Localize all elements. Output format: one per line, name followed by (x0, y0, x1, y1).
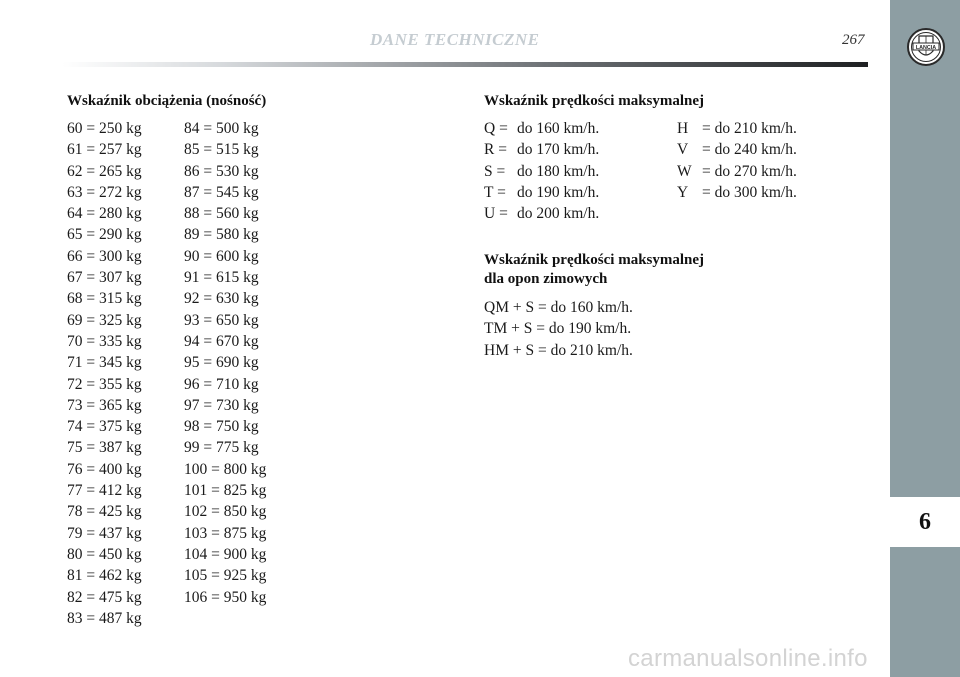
winter-heading-line-2: dla opon zimowych (484, 271, 608, 287)
load-index-row: 98 = 750 kg (184, 418, 259, 436)
speed-index-row (484, 161, 664, 182)
load-index-row: 67 = 307 kg (67, 269, 142, 287)
load-index-row: 63 = 272 kg (67, 183, 142, 201)
watermark: carmanualsonline.info (628, 645, 868, 672)
load-index-row: 79 = 437 kg (67, 524, 142, 542)
load-index-row: 75 = 387 kg (67, 439, 142, 457)
load-index-column-1 (67, 118, 142, 629)
lancia-shield-icon (906, 27, 946, 67)
load-index-row: 91 = 615 kg (184, 269, 259, 287)
load-index-row: 77 = 412 kg (67, 482, 142, 500)
speed-code: U = (484, 205, 508, 223)
load-index-row: 96 = 710 kg (184, 375, 259, 393)
speed-index-right-list (677, 118, 827, 203)
load-index-row: 86 = 530 kg (184, 162, 259, 180)
chapter-tab[interactable] (890, 497, 960, 547)
speed-index-row (677, 161, 827, 182)
load-index-row: 70 = 335 kg (67, 332, 142, 350)
load-index-row: 61 = 257 kg (67, 141, 142, 159)
load-index-row: 85 = 515 kg (184, 141, 259, 159)
load-index-row: 69 = 325 kg (67, 311, 142, 329)
speed-code: H (677, 120, 689, 137)
load-index-row: 89 = 580 kg (184, 226, 259, 244)
load-index-row: 81 = 462 kg (67, 567, 142, 585)
speed-value: do 190 km/h. (517, 183, 600, 201)
speed-value: = do 300 km/h. (702, 183, 797, 201)
speed-index-row (677, 182, 827, 203)
load-index-row: 104 = 900 kg (184, 545, 267, 563)
speed-index-row (484, 139, 664, 160)
winter-speed-row: TM + S = do 190 km/h. (484, 320, 632, 338)
load-index-row: 78 = 425 kg (67, 503, 142, 521)
load-index-row: 72 = 355 kg (67, 375, 142, 393)
load-index-row: 103 = 875 kg (184, 524, 267, 542)
chapter-number: 6 (919, 508, 931, 535)
winter-speed-row: HM + S = do 210 km/h. (484, 341, 633, 359)
load-index-column-2 (184, 118, 266, 608)
speed-code: W (677, 162, 692, 180)
page-number: 267 (842, 32, 865, 48)
load-index-row: 62 = 265 kg (67, 162, 142, 180)
speed-value: = do 210 km/h. (702, 120, 797, 137)
load-index-row: 82 = 475 kg (67, 588, 142, 606)
speed-code: Y (677, 183, 689, 201)
load-index-row: 71 = 345 kg (67, 354, 142, 372)
load-index-row: 73 = 365 kg (67, 396, 142, 414)
speed-code: Q = (484, 120, 508, 137)
speed-value: do 180 km/h. (517, 162, 600, 180)
section-title: DANE TECHNICZNE (370, 30, 540, 49)
load-index-row: 101 = 825 kg (184, 482, 267, 500)
chapter-sidebar (890, 0, 960, 677)
load-index-row: 68 = 315 kg (67, 290, 142, 308)
speed-index-row (677, 118, 827, 139)
winter-speed-index-heading (484, 251, 704, 289)
load-index-row: 100 = 800 kg (184, 460, 267, 478)
load-index-row: 74 = 375 kg (67, 418, 142, 436)
load-index-row: 66 = 300 kg (67, 247, 142, 265)
load-index-row: 65 = 290 kg (67, 226, 142, 244)
speed-index-left-list (484, 118, 664, 224)
load-index-row: 88 = 560 kg (184, 205, 259, 223)
load-index-row: 94 = 670 kg (184, 332, 259, 350)
load-index-row: 83 = 487 kg (67, 609, 142, 627)
load-index-row: 60 = 250 kg (67, 120, 142, 137)
winter-speed-row: QM + S = do 160 km/h. (484, 299, 633, 316)
load-index-row: 105 = 925 kg (184, 567, 267, 585)
speed-index-row (677, 139, 827, 160)
speed-value: do 160 km/h. (517, 120, 600, 137)
header-divider (62, 62, 868, 67)
load-index-row: 64 = 280 kg (67, 205, 142, 223)
load-index-row: 87 = 545 kg (184, 183, 259, 201)
load-index-row: 102 = 850 kg (184, 503, 267, 521)
winter-heading-line-1: Wskaźnik prędkości maksymalnej (484, 252, 705, 268)
speed-code: R = (484, 141, 507, 159)
speed-code: S = (484, 162, 506, 180)
speed-index-row (484, 118, 664, 139)
speed-value: = do 240 km/h. (702, 141, 797, 159)
speed-code: T = (484, 183, 506, 201)
load-index-row: 106 = 950 kg (184, 588, 267, 606)
load-index-row: 84 = 500 kg (184, 120, 259, 137)
load-index-row: 76 = 400 kg (67, 460, 142, 478)
speed-index-row (484, 203, 664, 224)
speed-value: do 170 km/h. (517, 141, 600, 159)
speed-value: = do 270 km/h. (702, 162, 797, 180)
speed-index-heading: Wskaźnik prędkości maksymalnej (484, 93, 705, 109)
logo-text: LANCIA (915, 44, 937, 51)
load-index-row: 95 = 690 kg (184, 354, 259, 372)
speed-code: V (677, 141, 689, 159)
load-index-row: 97 = 730 kg (184, 396, 259, 414)
load-index-heading: Wskaźnik obciążenia (nośność) (67, 93, 267, 109)
load-index-row: 93 = 650 kg (184, 311, 259, 329)
winter-speed-index-list (484, 297, 633, 361)
speed-index-row (484, 182, 664, 203)
load-index-row: 99 = 775 kg (184, 439, 259, 457)
load-index-row: 90 = 600 kg (184, 247, 259, 265)
load-index-row: 80 = 450 kg (67, 545, 142, 563)
speed-value: do 200 km/h. (517, 205, 600, 223)
load-index-row: 92 = 630 kg (184, 290, 259, 308)
